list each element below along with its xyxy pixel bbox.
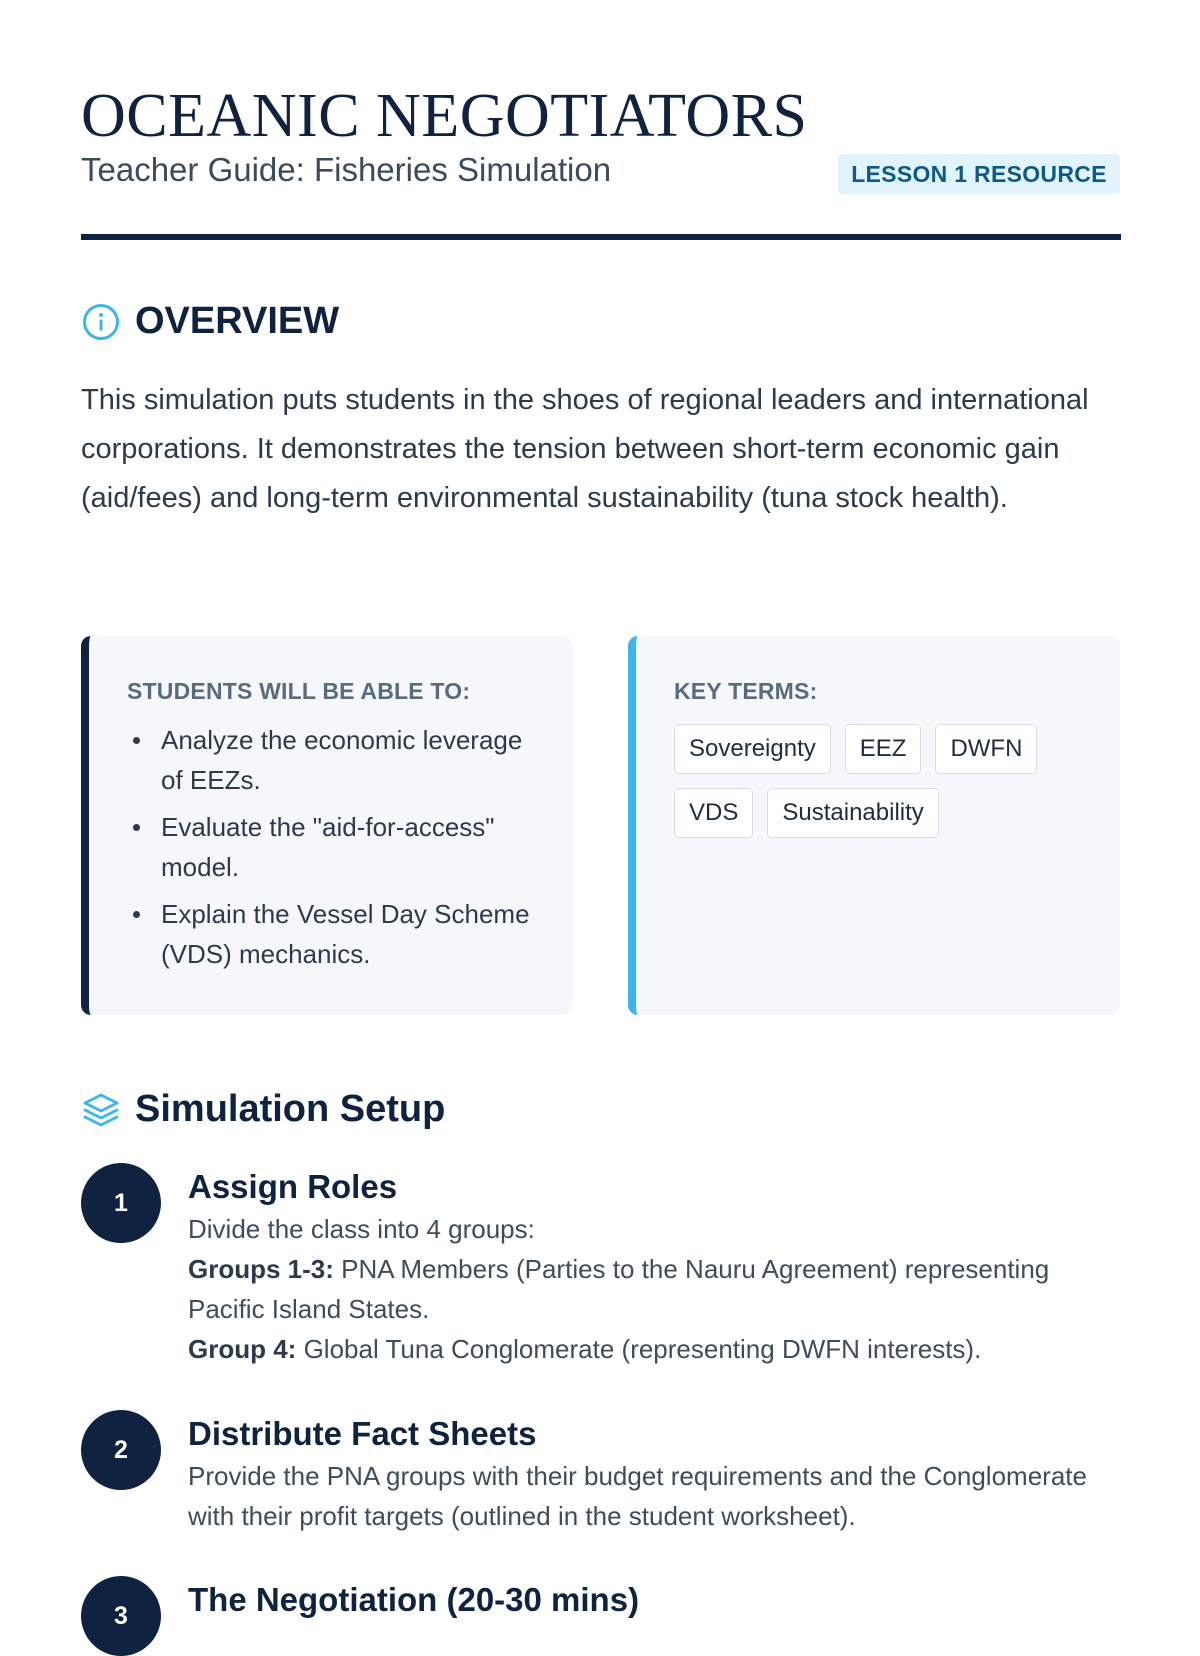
page-subtitle: Teacher Guide: Fisheries Simulation bbox=[81, 151, 612, 188]
layers-icon bbox=[81, 1090, 121, 1130]
step-body bbox=[188, 1578, 1118, 1622]
step-title: Distribute Fact Sheets bbox=[188, 1415, 537, 1452]
objectives-card bbox=[81, 636, 573, 1015]
key-terms-list bbox=[674, 724, 1094, 838]
term-tag: VDS bbox=[674, 788, 753, 838]
step-title: Assign Roles bbox=[188, 1168, 398, 1205]
group-label: Group 4: bbox=[188, 1334, 297, 1364]
group-text: Global Tuna Conglomerate (representing DWFN interests). bbox=[296, 1334, 982, 1364]
key-terms-card bbox=[628, 636, 1120, 1015]
info-icon bbox=[81, 302, 121, 342]
page-title: OCEANIC NEGOTIATORS bbox=[81, 82, 808, 150]
overview-title: OVERVIEW bbox=[135, 300, 340, 342]
step-number: 1 bbox=[81, 1163, 161, 1243]
setup-title: Simulation Setup bbox=[135, 1088, 446, 1130]
list-item: Explain the Vessel Day Scheme (VDS) mechanics. bbox=[127, 894, 547, 974]
overview-heading bbox=[81, 300, 339, 343]
step-number: 3 bbox=[81, 1576, 161, 1656]
objectives-label: STUDENTS WILL BE ABLE TO: bbox=[127, 678, 471, 704]
step-number: 2 bbox=[81, 1410, 161, 1490]
step-detail bbox=[188, 1249, 1118, 1329]
term-tag: Sovereignty bbox=[674, 724, 831, 774]
lesson-badge: LESSON 1 RESOURCE bbox=[838, 154, 1120, 194]
overview-text: This simulation puts students in the shoes of regional leaders and international corporations. It demonstrates the tension between short-term economic gain (aid/fees) and long-term environmental sustainability (tuna stock health). bbox=[81, 384, 1089, 514]
group-label: Groups 1-3: bbox=[188, 1254, 334, 1284]
term-tag: Sustainability bbox=[767, 788, 938, 838]
step-detail bbox=[188, 1329, 1118, 1369]
term-tag: EEZ bbox=[845, 724, 922, 774]
step-body bbox=[188, 1165, 1118, 1369]
group-text: PNA Members (Parties to the Nauru Agreement) representing Pacific Island States. bbox=[188, 1254, 1050, 1324]
key-terms-label: KEY TERMS: bbox=[674, 678, 818, 704]
objectives-list bbox=[127, 720, 547, 981]
header-divider bbox=[81, 234, 1121, 240]
term-tag: DWFN bbox=[935, 724, 1037, 774]
step-text: Provide the PNA groups with their budget requirements and the Conglomerate with their profit targets (outlined in the student worksheet). bbox=[188, 1461, 1087, 1531]
step-title: The Negotiation (20-30 mins) bbox=[188, 1581, 640, 1618]
list-item: Evaluate the "aid-for-access" model. bbox=[127, 807, 547, 887]
list-item: Analyze the economic leverage of EEZs. bbox=[127, 720, 547, 800]
step-intro: Divide the class into 4 groups: bbox=[188, 1214, 535, 1244]
setup-heading bbox=[81, 1088, 445, 1131]
step-body bbox=[188, 1412, 1118, 1536]
